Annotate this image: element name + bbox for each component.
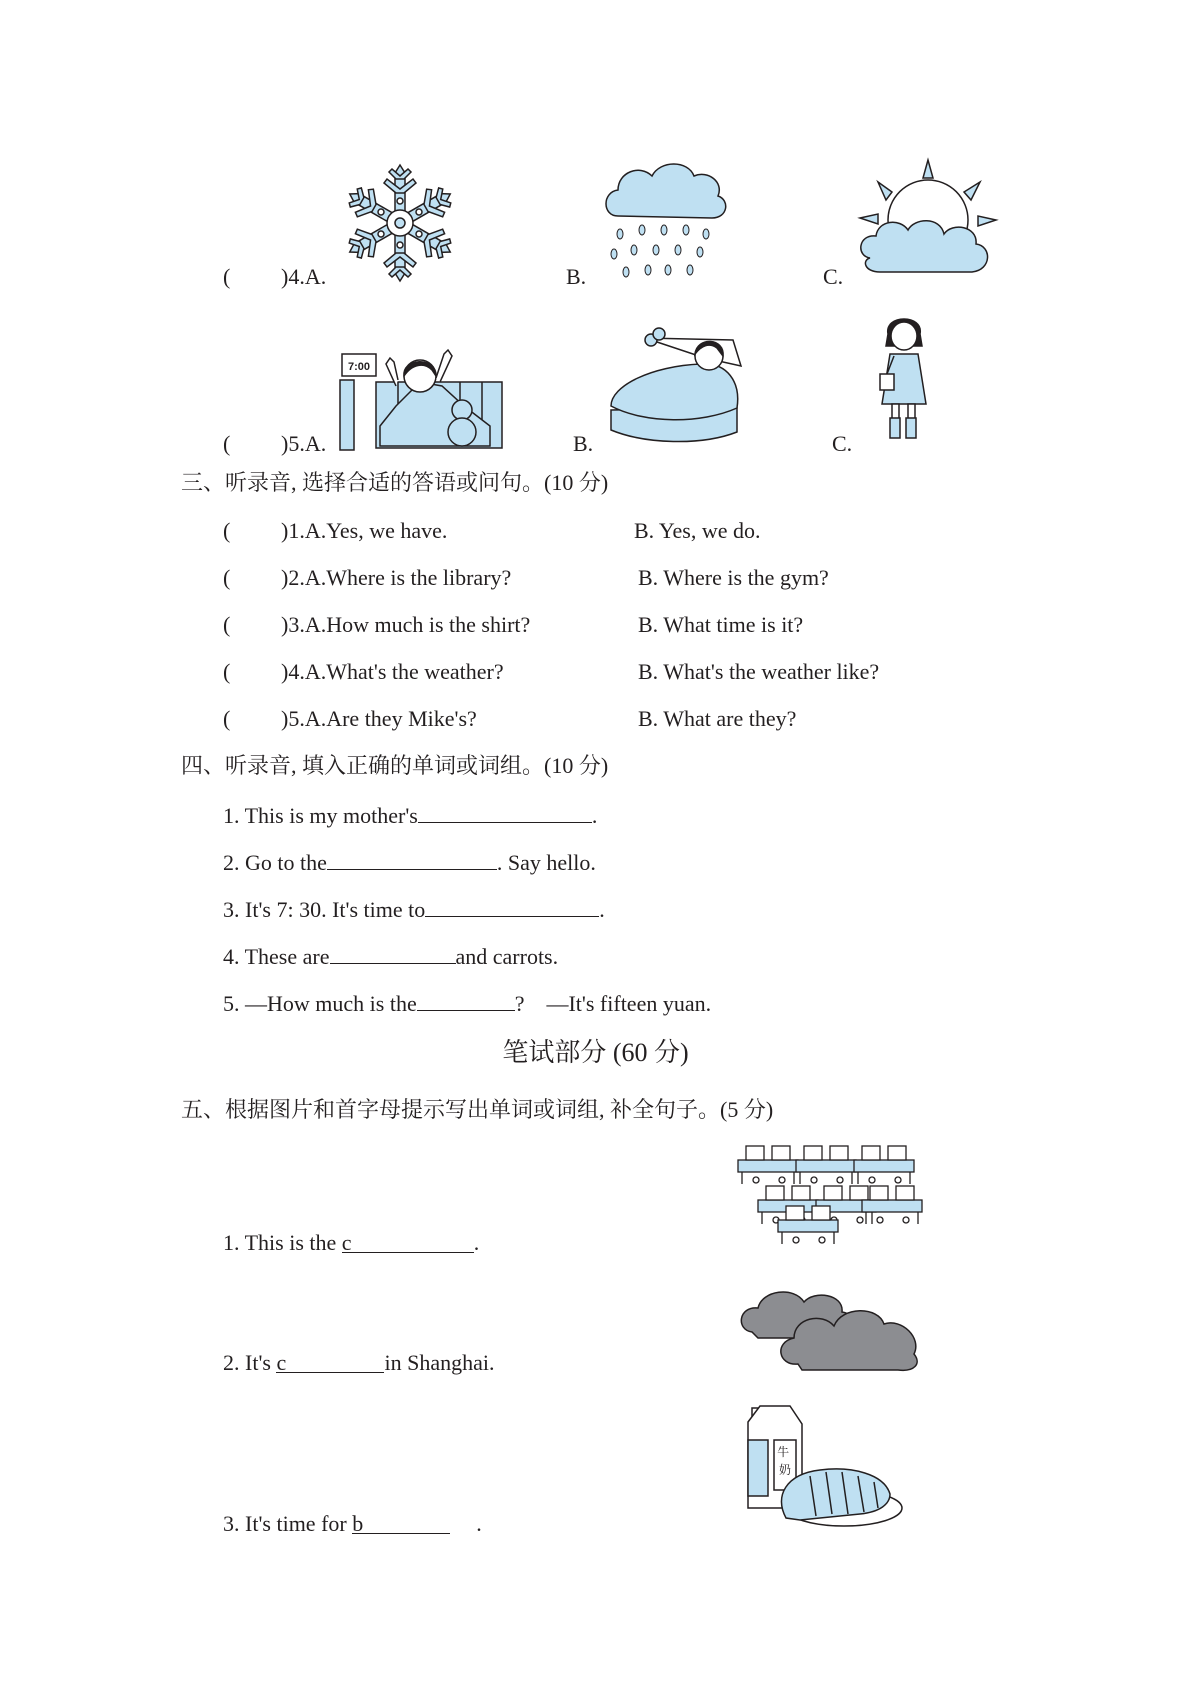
answer-blank[interactable] [418, 802, 592, 823]
section3-option-b: B. What's the weather like? [638, 659, 880, 684]
answer-blank[interactable] [342, 1232, 474, 1253]
snowflake-icon [342, 160, 458, 286]
hint-letter: c [341, 1230, 352, 1255]
section5-item-3 [223, 1513, 482, 1535]
section3-option-b: B. What time is it? [638, 612, 804, 637]
rain-cloud-icon [600, 158, 730, 280]
section3-option-a: )4.A.What's the weather? [281, 659, 504, 684]
breakfast-icon [740, 1400, 904, 1530]
section5-item-1 [223, 1232, 479, 1254]
answer-blank[interactable] [425, 896, 599, 917]
section4-item-3 [223, 896, 605, 921]
answer-blank[interactable] [417, 990, 515, 1011]
section5-heading: 五、根据图片和首字母提示写出单词或词组, 补全句子。(5 分) [181, 1097, 774, 1122]
item-text-end: in Shanghai. [384, 1350, 495, 1375]
section3-paren: ( [223, 565, 231, 590]
q5-number: )5.A. [281, 431, 327, 456]
item-text: 5. —How much is the [223, 991, 417, 1016]
section4-item-5 [223, 990, 711, 1015]
item-text-end: . [476, 1511, 482, 1536]
section3-option-b: B. Where is the gym? [638, 565, 829, 590]
section3-option-b: B. What are they? [638, 706, 797, 731]
item-text-end: . Say hello. [496, 850, 596, 875]
section3-option-a: )2.A.Where is the library? [281, 565, 512, 590]
clock-label: 7:00 [347, 361, 371, 373]
section4-heading: 四、听录音, 填入正确的单词或词组。(10 分) [181, 753, 609, 778]
section3-paren: ( [223, 518, 231, 543]
girl-with-bag-icon [876, 314, 932, 442]
section5-item-2 [223, 1352, 494, 1374]
section3-option-a: )5.A.Are they Mike's? [281, 706, 477, 731]
item-text-end: and carrots. [455, 944, 559, 969]
q4-option-c: C. [823, 264, 844, 289]
section3-option-b: B. Yes, we do. [634, 518, 761, 543]
section3-option-a: )1.A.Yes, we have. [281, 518, 448, 543]
hint-letter: c [276, 1350, 287, 1375]
section3-heading: 三、听录音, 选择合适的答语或问句。(10 分) [181, 470, 609, 495]
q5-option-c: C. [832, 431, 853, 456]
q5-option-b: B. [573, 431, 594, 456]
section3-paren: ( [223, 706, 231, 731]
section4-item-1 [223, 802, 597, 827]
item-text: 4. These are [223, 944, 330, 969]
computer-room-icon [738, 1146, 922, 1248]
sun-cloud-icon [860, 160, 996, 278]
sleeping-icon [605, 326, 745, 448]
section4-item-2 [223, 849, 596, 874]
item-text: 1. This is my mother's [223, 803, 418, 828]
item-text: 1. This is the [223, 1230, 342, 1255]
item-text-end: . [473, 1230, 480, 1255]
answer-blank[interactable] [330, 943, 456, 964]
written-part-title: 笔试部分 (60 分) [502, 1038, 689, 1067]
item-text: 3. It's time for [223, 1511, 353, 1536]
item-text-end: . [599, 897, 605, 922]
answer-blank[interactable] [352, 1513, 450, 1534]
hint-letter: b [352, 1511, 364, 1536]
item-text-end: . [591, 803, 598, 828]
cloudy-icon [738, 1284, 922, 1372]
answer-blank[interactable] [327, 849, 497, 870]
q4-number: )4.A. [281, 264, 327, 289]
wake-up-icon [340, 346, 512, 452]
q4-paren: ( [223, 264, 231, 289]
section3-option-a: )3.A.How much is the shirt? [281, 612, 531, 637]
q4-option-b: B. [566, 264, 587, 289]
q5-paren: ( [223, 431, 231, 456]
answer-blank[interactable] [276, 1352, 384, 1373]
section3-paren: ( [223, 612, 231, 637]
milk-label-char-2: 奶 [778, 1463, 792, 1477]
milk-label-char-1: 牛 [777, 1445, 790, 1459]
item-text: 3. It's 7: 30. It's time to [223, 897, 426, 922]
item-text: 2. Go to the [223, 850, 327, 875]
item-text: 2. It's [223, 1350, 277, 1375]
section4-item-4 [223, 943, 558, 968]
item-text-end: ? —It's fifteen yuan. [514, 991, 712, 1016]
section3-paren: ( [223, 659, 231, 684]
